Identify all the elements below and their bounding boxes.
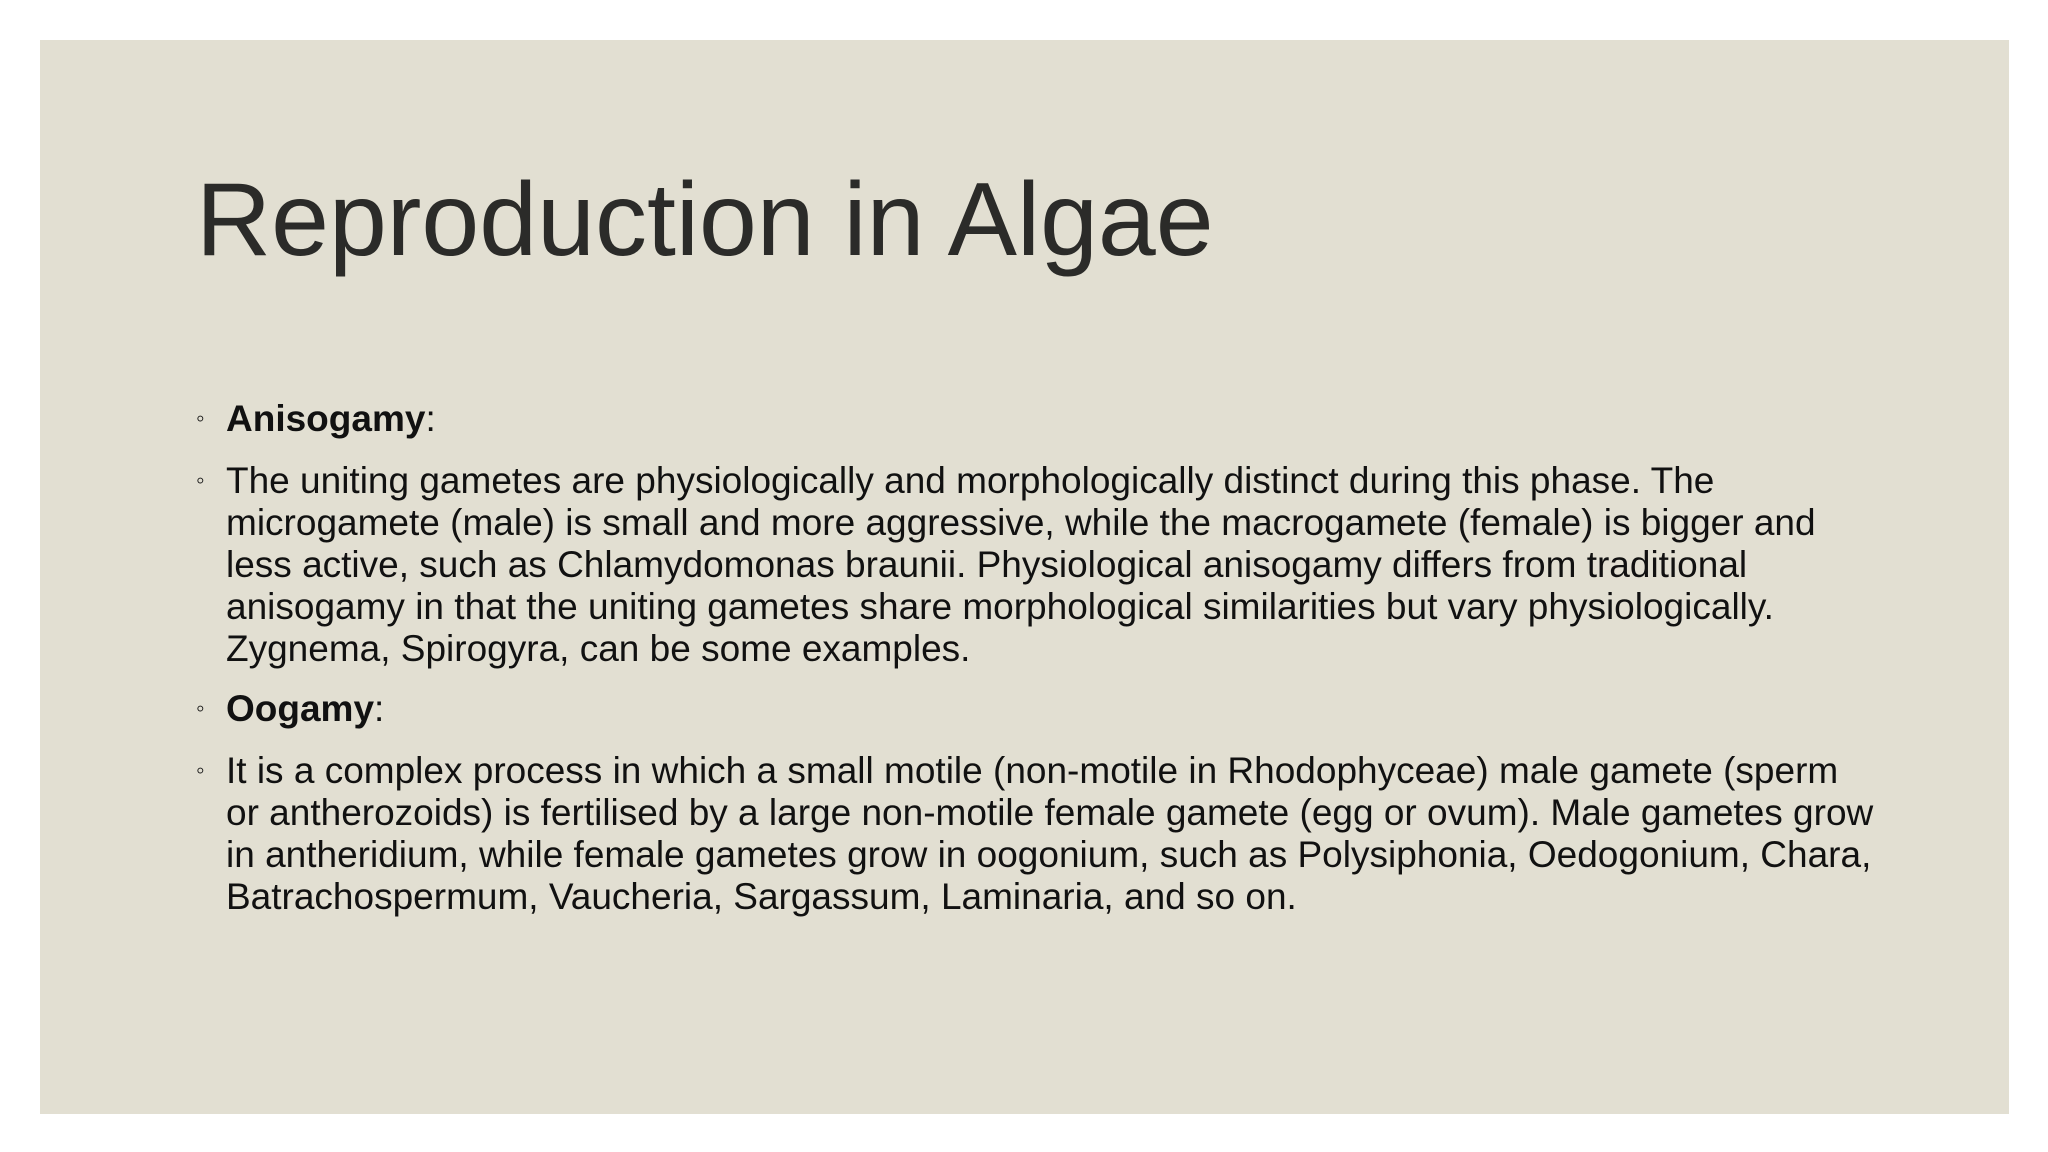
bullet-item-oogamy-description	[196, 750, 1876, 918]
hollow-circle-bullet-icon: ◦	[196, 695, 205, 722]
bullet-item-anisogamy-description	[196, 460, 1876, 670]
bullet-term-suffix: :	[425, 398, 436, 439]
hollow-circle-bullet-icon: ◦	[196, 405, 205, 432]
bullet-term-suffix: :	[374, 688, 385, 729]
bullet-term: Oogamy	[226, 688, 375, 729]
bullet-text: The uniting gametes are physiologically and morphologically distinct during this phase. The microgamete (male) is small and more aggressive, while the macrogamete (female) is bigger and less active, such as Chlamydomonas braunii. Physiological anisogamy differs from traditional anisogamy in that the uniting gametes share morphological similarities but vary physiologically. Zygnema, Spirogyra, can be some examples.	[226, 460, 1816, 669]
bullet-item-anisogamy-heading	[196, 398, 1876, 440]
hollow-circle-bullet-icon: ◦	[196, 757, 205, 784]
slide-title: Reproduction in Algae	[196, 162, 1214, 278]
bullet-term: Anisogamy	[226, 398, 426, 439]
bullet-list	[196, 398, 1876, 936]
hollow-circle-bullet-icon: ◦	[196, 467, 205, 494]
bullet-item-oogamy-heading	[196, 688, 1876, 730]
bullet-text: It is a complex process in which a small motile (non-motile in Rhodophyceae) male gamete (sperm or antherozoids) is fertilised by a large non-motile female gamete (egg or ovum). Male gametes grow in antheridium, while female gametes grow in oogonium, such as Polysiphonia, Oedogonium, Chara, Batrachospermum, Vaucheria, Sargassum, Laminaria, and so on.	[226, 750, 1874, 917]
slide	[40, 40, 2009, 1114]
